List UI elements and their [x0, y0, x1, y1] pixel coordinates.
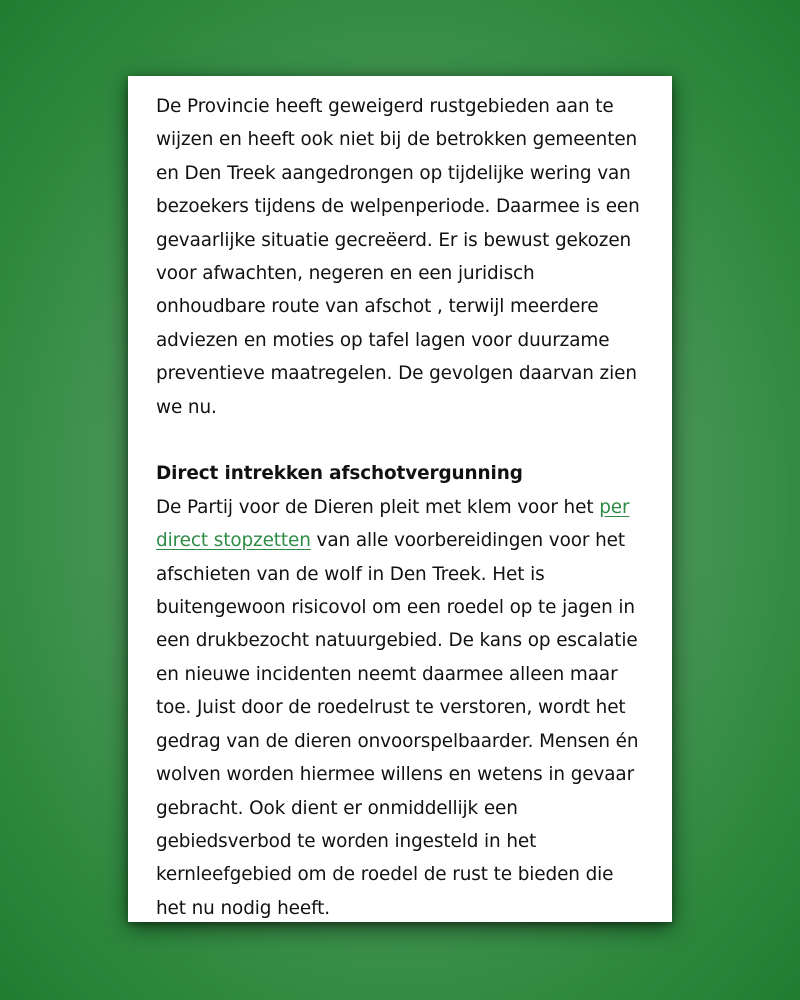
paragraph-spacer — [156, 424, 648, 457]
section-heading: Direct intrekken afschotvergunning — [156, 463, 523, 485]
paragraph-body — [156, 491, 648, 925]
paragraph-body-rest: van alle voorbereidingen voor het afschieten van de wolf in Den Treek. Het is buitengewoon risicovol om een roedel op te jagen in een drukbezocht natuurgebied. De kans op escalatie en nieuwe incidenten neemt daarmee alleen maar toe. Juist door de roedelrust te verstoren, wordt het gedrag van de dieren onvoorspelbaarder. Mensen én wolven worden hiermee willens en wetens in gevaar gebracht. Ook dient er onmiddellijk een gebiedsverbod te worden ingesteld in het kernleefgebied om de roedel de rust te bieden die het nu nodig heeft. — [156, 530, 639, 919]
paragraph-intro: De Provincie heeft geweigerd rustgebieden aan te wijzen en heeft ook niet bij de betrokken gemeenten en Den Treek aangedrongen op tijdelijke wering van bezoekers tijdens de welpenperiode. Daarmee is een gevaarlijke situatie gecreëerd. Er is bewust gekozen voor afwachten, negeren en een juridisch onhoudbare route van afschot , terwijl meerdere adviezen en moties op tafel lagen voor duurzame preventieve maatregelen. De gevolgen daarvan zien we nu. — [156, 96, 640, 418]
article-card — [128, 76, 672, 922]
paragraph-body-start: De Partij voor de Dieren pleit met klem voor het — [156, 496, 600, 518]
per-direct-stopzetten-link[interactable]: per direct stopzetten — [156, 496, 630, 552]
